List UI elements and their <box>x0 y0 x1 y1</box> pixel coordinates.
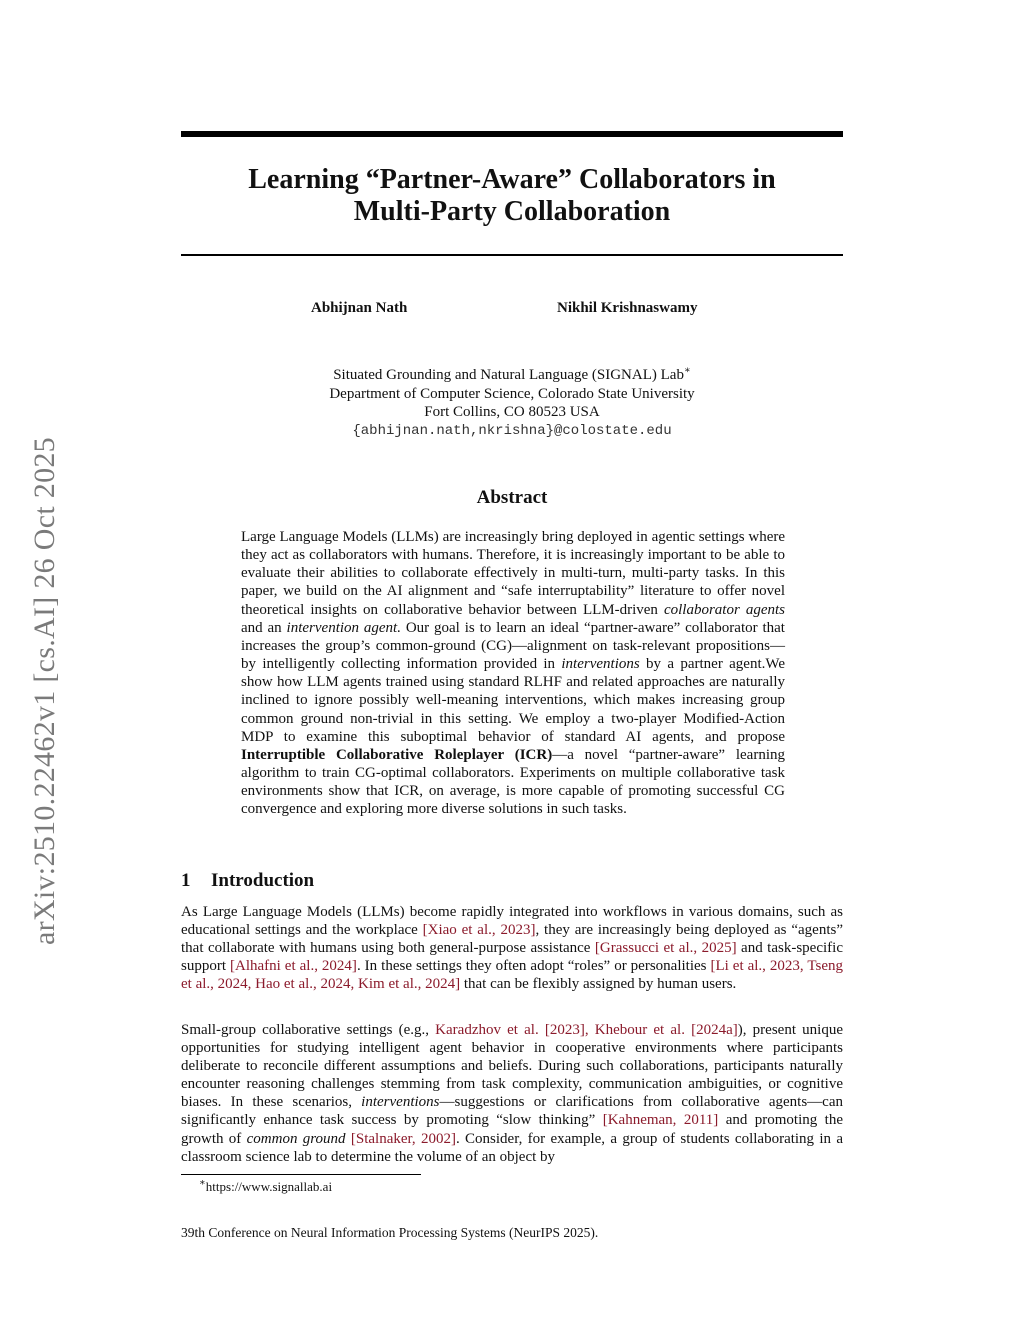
citation-link[interactable]: [Grassucci et al., 2025] <box>594 940 737 957</box>
affiliation-location: Fort Collins, CO 80523 USA <box>424 404 600 420</box>
term-emphasis: common ground <box>246 1130 346 1147</box>
abstract-emphasis: interventions <box>561 656 640 673</box>
abstract-emphasis: collaborator agents <box>663 601 786 618</box>
venue-footer: 39th Conference on Neural Information Processing Systems (NeurIPS 2025). <box>181 1225 599 1240</box>
footnote-url[interactable]: https://www.signallab.ai <box>205 1179 333 1194</box>
affiliation-lab: Situated Grounding and Natural Language (SIGNAL) Lab∗ <box>333 365 691 383</box>
author-email[interactable]: {abhijnan.nath,nkrishna}@colostate.edu <box>352 422 672 439</box>
arxiv-identifier: arXiv:2510.22462v1 [cs.AI] 26 Oct 2025 <box>28 437 61 945</box>
abstract-text: Large Language Models (LLMs) are increasingly bring deployed in agentic settings where they act as collaborators with humans. Therefore, it is increasingly important to be able to evaluate their abilities to collaborate effectively in multi-turn, multi-party tasks. In this paper, we build on the AI alignment and “safe interruptability” literature to offer novel theoretical insights on collaborative behavior between LLM-driven collaborator agents and an intervention agent. Our goal is to learn an ideal “partner-aware” collaborator that increases the group’s common-ground (CG)—alignment on task-relevant propositions—by intelligently collecting information provided in interventions by a partner agent.We show how LLM agents trained using standard RLHF and related approaches are naturally inclined to ignore possibly well-meaning interventions, which makes increasing group common ground non-trivial in this setting. We employ a two-player Modified-Action MDP to examine this suboptimal behavior of standard AI agents, and propose Interruptible Collaborative Roleplayer (ICR)—a novel “partner-aware” learning algorithm to train CG-optimal collaborators. Experiments on multiple collaborative task environments show that ICR, on average, is more capable of promoting successful CG convergence and exploring more diverse solutions in such tasks. <box>241 529 786 818</box>
citation-link[interactable]: [Xiao et al., 2023] <box>422 922 536 939</box>
term-emphasis: interventions <box>361 1094 440 1111</box>
footnote <box>199 1179 332 1195</box>
intro-paragraph-2: Small-group collaborative settings (e.g., Karadzhov et al. [2023], Khebour et al. [2024a]), present unique opportunities for studying intelligent agent behavior in cooperative environments where participants deliberate to reconcile different assumptions and beliefs. During such collaborations, participants naturally encounter reasoning challenges stemming from task complexity, communication ambiguities, or cognitive biases. In these scenarios, interventions—suggestions or clarifications from collaborative agents—can significantly enhance task success by promoting “slow thinking” [Kahneman, 2011] and promoting the growth of common ground [Stalnaker, 2002]. Consider, for example, a group of students collaborating in a classroom science lab to determine the volume of an object by <box>181 1022 844 1165</box>
affiliation-department: Department of Computer Science, Colorado State University <box>329 385 695 402</box>
paper-title <box>181 164 843 228</box>
author-name: Abhijnan Nath <box>311 300 408 316</box>
footnote-mark: ∗ <box>199 1177 206 1189</box>
title-line-1: Learning “Partner-Aware” Collaborators in <box>248 164 776 195</box>
title-bottom-rule <box>181 254 843 256</box>
footnote-rule <box>181 1174 421 1175</box>
abstract-heading: Abstract <box>476 487 548 508</box>
abstract-emphasis: intervention agent. <box>286 619 401 636</box>
citation-link[interactable]: [Alhafni et al., 2024] <box>230 958 357 975</box>
citation-link[interactable]: [Stalnaker, 2002] <box>350 1130 456 1147</box>
title-line-2: Multi-Party Collaboration <box>353 196 671 227</box>
section-title: Introduction <box>211 870 315 891</box>
author-name: Nikhil Krishnaswamy <box>557 300 698 316</box>
footnote-mark: ∗ <box>683 365 691 376</box>
section-heading-introduction <box>181 870 314 892</box>
title-top-rule <box>181 131 843 137</box>
affiliation-block <box>181 366 843 440</box>
method-name: Interruptible Collaborative Roleplayer (ICR) <box>241 746 553 763</box>
citation-link[interactable]: [Kahneman, 2011] <box>602 1112 719 1129</box>
citation-link[interactable]: [Li et al., 2023, Tseng et al., 2024, Hao et al., 2024, Kim et al., 2024] <box>181 958 844 993</box>
section-number: 1 <box>181 870 191 891</box>
intro-paragraph-1: As Large Language Models (LLMs) become rapidly integrated into workflows in various domains, such as educational settings and the workplace [Xiao et al., 2023], they are increasingly being deployed as “agents” that collaborate with humans using both general-purpose assistance [Grassucci et al., 2025] and task-specific support [Alhafni et al., 2024]. In these settings they often adopt “roles” or personalities [Li et al., 2023, Tseng et al., 2024, Hao et al., 2024, Kim et al., 2024] that can be flexibly assigned by human users. <box>181 904 844 993</box>
citation-link[interactable]: Karadzhov et al. [2023], Khebour et al. [2024a] <box>435 1022 738 1038</box>
